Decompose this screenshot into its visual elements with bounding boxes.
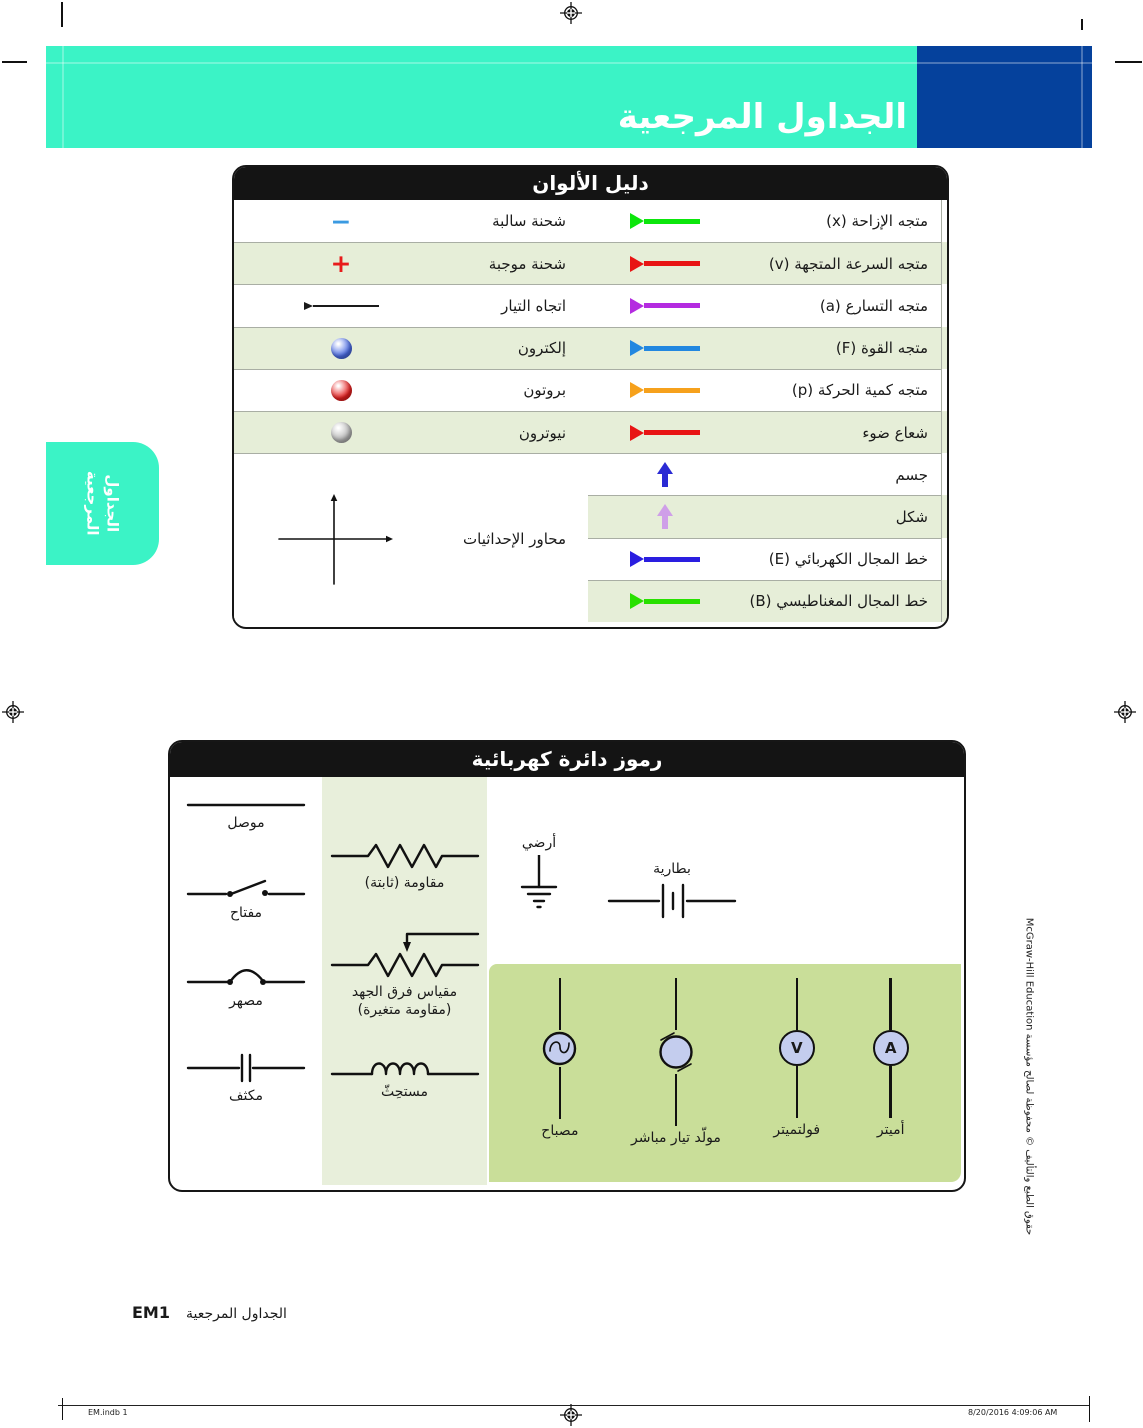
wire xyxy=(889,978,891,1030)
electron-icon xyxy=(331,338,352,359)
footer-section-label: الجداول المرجعية xyxy=(185,1306,287,1322)
registration-mark-left xyxy=(2,701,24,723)
page-title: الجداول المرجعية xyxy=(617,97,907,137)
list-item: مقاومة (ثابتة) xyxy=(330,841,480,892)
bottom-tick-left xyxy=(62,1398,63,1420)
crop-tick-top-right-v xyxy=(1081,19,1083,30)
displacement-vector-arrow-icon xyxy=(630,213,700,229)
proton-icon xyxy=(331,380,352,401)
print-meta-left: EM.indb 1 xyxy=(88,1408,128,1417)
circuit-middle-column xyxy=(322,777,487,1185)
circuit-left-column xyxy=(170,777,322,1185)
list-item: مستحِثّ xyxy=(330,1056,480,1101)
crop-tick-top-left-v xyxy=(61,2,63,27)
page-footer xyxy=(132,1303,287,1322)
page-number: EM1 xyxy=(132,1303,170,1322)
header-blue-gridline-v xyxy=(1081,46,1083,148)
wire xyxy=(559,1067,561,1119)
bottom-tick-right xyxy=(1089,1396,1090,1422)
list-item: مصهر xyxy=(186,963,306,1010)
table-row: شحنة موجبة + متجه السرعة المتجهة (v) xyxy=(234,242,947,284)
table-row: بروتون متجه كمية الحركة (p) xyxy=(234,369,947,411)
circuit-symbols-title: رموز دائرة كهربائية xyxy=(170,742,964,777)
copyright-vertical-text: حقوق الطبع والتأليف © محفوظة لصالح مؤسسة McGraw-Hill Education xyxy=(1023,917,1035,1236)
registration-mark-right xyxy=(1114,701,1136,723)
force-vector-arrow-icon xyxy=(630,340,700,356)
potentiometer-symbol-icon xyxy=(330,928,480,980)
neutron-icon xyxy=(331,422,352,443)
registration-mark-top xyxy=(560,2,582,24)
dc-generator-symbol-icon xyxy=(654,1030,698,1074)
header-gridline-h xyxy=(46,62,917,64)
list-item: V فولتميتر xyxy=(773,978,820,1139)
acceleration-vector-arrow-icon xyxy=(630,298,700,314)
capacitor-symbol-icon xyxy=(186,1052,306,1084)
wire xyxy=(796,1066,798,1118)
table-row: إلكترون متجه القوة (F) xyxy=(234,327,947,369)
table-row: نيوترون شعاع ضوء xyxy=(234,411,947,453)
current-direction-arrow-icon xyxy=(304,302,379,310)
fuse-symbol-icon xyxy=(186,963,306,989)
registration-mark-bottom xyxy=(560,1404,582,1426)
list-item: مفتاح xyxy=(186,873,306,922)
bottom-rule xyxy=(58,1405,1090,1406)
list-item: A أميتر xyxy=(873,978,909,1139)
table-row: جسم xyxy=(234,453,947,495)
wire xyxy=(675,1074,677,1126)
object-arrow-icon xyxy=(657,462,673,487)
switch-symbol-icon xyxy=(186,873,306,901)
battery-symbol-icon xyxy=(607,881,737,921)
negative-charge-icon: − xyxy=(330,206,352,236)
image-arrow-icon xyxy=(657,504,673,529)
color-guide-table xyxy=(232,165,949,629)
list-item: أرضي xyxy=(519,835,559,913)
list-item: مقياس فرق الجهد (مقاومة متغيرة) xyxy=(330,928,480,1019)
ammeter-symbol-icon: A xyxy=(873,1030,909,1066)
header-blue-block xyxy=(917,46,1092,148)
wire xyxy=(675,978,677,1030)
table-row: خط المجال الكهربائي (E) xyxy=(234,538,947,580)
list-item: موصل xyxy=(186,799,306,832)
side-tab-reference-tables xyxy=(46,442,159,565)
wire xyxy=(559,978,561,1030)
magnetic-field-line-arrow-icon xyxy=(630,593,700,609)
coordinate-axes-cell: محاور الإحداثيات xyxy=(234,453,588,623)
inductor-symbol-icon xyxy=(330,1056,480,1080)
momentum-vector-arrow-icon xyxy=(630,382,700,398)
voltmeter-symbol-icon: V xyxy=(779,1030,815,1066)
list-item: بطارية xyxy=(607,861,737,921)
table-row: اتجاه التيار متجه التسارع (a) xyxy=(234,284,947,326)
header-blue-gridline-h xyxy=(917,62,1092,64)
circuit-right-region xyxy=(487,777,964,1185)
crop-tick-top-right-h xyxy=(1115,61,1142,63)
color-guide-title: دليل الألوان xyxy=(234,167,947,200)
electric-field-line-arrow-icon xyxy=(630,551,700,567)
velocity-vector-arrow-icon xyxy=(630,256,700,272)
list-item: مكثف xyxy=(186,1052,306,1105)
list-item: مصباح xyxy=(541,978,578,1140)
list-item: مولّد تيار مباشر xyxy=(631,978,721,1147)
ground-symbol-icon xyxy=(519,855,559,913)
wire xyxy=(889,1066,891,1118)
meters-panel xyxy=(489,964,961,1182)
table-row: خط المجال المغناطيسي (B) xyxy=(234,580,947,622)
side-tab-label: الجداول المرجعية xyxy=(83,471,122,536)
lamp-symbol-icon xyxy=(541,1030,578,1067)
header-band xyxy=(46,46,917,148)
wire xyxy=(796,978,798,1030)
circuit-symbols-body xyxy=(170,777,964,1185)
color-guide-body xyxy=(234,200,947,622)
table-row: شكل xyxy=(234,495,947,537)
circuit-symbols-table xyxy=(168,740,966,1192)
positive-charge-icon: + xyxy=(330,249,352,279)
fixed-resistor-symbol-icon xyxy=(330,841,480,871)
coordinate-axes-icon xyxy=(277,492,395,586)
conductor-symbol-icon xyxy=(186,799,306,811)
print-meta-right: 8/20/2016 4:09:06 AM xyxy=(968,1408,1058,1417)
table-row: شحنة سالبة − متجه الإزاحة (x) xyxy=(234,200,947,242)
crop-tick-top-left-h xyxy=(2,61,27,63)
light-ray-arrow-icon xyxy=(630,425,700,441)
